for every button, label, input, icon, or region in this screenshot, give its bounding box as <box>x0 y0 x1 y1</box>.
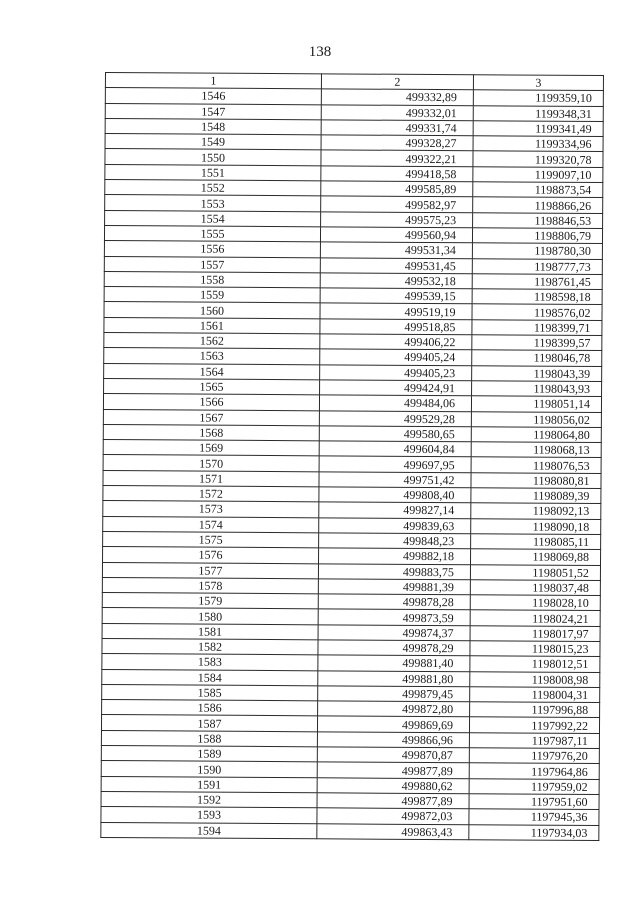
x-coordinate-cell: 499328,27 <box>321 135 473 151</box>
y-coordinate-cell: 1198017,97 <box>470 625 600 641</box>
x-coordinate-cell: 499873,59 <box>318 609 470 625</box>
x-coordinate-cell: 499539,15 <box>320 288 472 304</box>
y-coordinate-cell: 1198598,18 <box>472 289 602 305</box>
y-coordinate-cell: 1197934,03 <box>469 824 599 840</box>
x-coordinate-cell: 499604,84 <box>319 441 471 457</box>
point-number-cell: 1589 <box>101 746 317 763</box>
y-coordinate-cell: 1198777,73 <box>472 258 602 274</box>
x-coordinate-cell: 499332,89 <box>321 89 473 105</box>
point-number-cell: 1556 <box>104 241 320 258</box>
page-number: 138 <box>308 44 332 60</box>
y-coordinate-cell: 1198008,98 <box>470 671 600 687</box>
point-number-cell: 1592 <box>101 791 317 808</box>
point-number-cell: 1558 <box>104 271 320 288</box>
y-coordinate-cell: 1197992,22 <box>469 717 599 733</box>
y-coordinate-cell: 1198080,81 <box>471 472 601 488</box>
point-number-cell: 1572 <box>103 486 319 503</box>
y-coordinate-cell: 1199320,78 <box>473 151 603 167</box>
y-coordinate-cell: 1198046,78 <box>472 350 602 366</box>
y-coordinate-cell: 1198092,13 <box>471 503 601 519</box>
y-coordinate-cell: 1198399,71 <box>472 319 602 335</box>
point-number-cell: 1578 <box>102 577 318 594</box>
y-coordinate-cell: 1198780,30 <box>472 243 602 259</box>
point-number-cell: 1590 <box>101 761 317 778</box>
x-coordinate-cell: 499560,94 <box>320 227 472 243</box>
point-number-cell: 1575 <box>103 531 319 548</box>
x-coordinate-cell: 499882,18 <box>319 548 471 564</box>
column-header-1: 1 <box>105 73 321 90</box>
x-coordinate-cell: 499878,28 <box>318 594 470 610</box>
x-coordinate-cell: 499529,28 <box>319 410 471 426</box>
x-coordinate-cell: 499848,23 <box>319 533 471 549</box>
x-coordinate-cell: 499418,58 <box>321 166 473 182</box>
point-number-cell: 1562 <box>104 333 320 350</box>
point-number-cell: 1548 <box>105 118 321 135</box>
y-coordinate-cell: 1198068,13 <box>471 442 601 458</box>
x-coordinate-cell: 499405,24 <box>320 349 472 365</box>
x-coordinate-cell: 499878,29 <box>318 640 470 656</box>
point-number-cell: 1565 <box>104 378 320 395</box>
x-coordinate-cell: 499866,96 <box>317 732 469 748</box>
y-coordinate-cell: 1197964,86 <box>469 763 599 779</box>
point-number-cell: 1573 <box>103 501 319 518</box>
x-coordinate-cell: 499405,23 <box>320 364 472 380</box>
point-number-cell: 1549 <box>105 134 321 151</box>
point-number-cell: 1550 <box>105 149 321 166</box>
point-number-cell: 1577 <box>102 562 318 579</box>
x-coordinate-cell: 499827,14 <box>319 502 471 518</box>
y-coordinate-cell: 1197959,02 <box>469 778 599 794</box>
point-number-cell: 1581 <box>102 623 318 640</box>
point-number-cell: 1583 <box>102 654 318 671</box>
point-number-cell: 1594 <box>101 822 317 839</box>
x-coordinate-cell: 499881,80 <box>318 670 470 686</box>
point-number-cell: 1547 <box>105 103 321 120</box>
y-coordinate-cell: 1199341,49 <box>473 121 603 137</box>
y-coordinate-cell: 1197976,20 <box>469 748 599 764</box>
x-coordinate-cell: 499751,42 <box>319 472 471 488</box>
x-coordinate-cell: 499877,89 <box>317 762 469 778</box>
x-coordinate-cell: 499322,21 <box>321 150 473 166</box>
x-coordinate-cell: 499580,65 <box>319 426 471 442</box>
x-coordinate-cell: 499531,34 <box>320 242 472 258</box>
point-number-cell: 1555 <box>104 225 320 242</box>
y-coordinate-cell: 1198873,54 <box>473 182 603 198</box>
y-coordinate-cell: 1198024,21 <box>470 610 600 626</box>
y-coordinate-cell: 1198576,02 <box>472 304 602 320</box>
y-coordinate-cell: 1199348,31 <box>473 105 603 121</box>
y-coordinate-cell: 1198761,45 <box>472 274 602 290</box>
y-coordinate-cell: 1197996,88 <box>470 702 600 718</box>
y-coordinate-cell: 1197945,36 <box>469 809 599 825</box>
y-coordinate-cell: 1198806,79 <box>472 228 602 244</box>
y-coordinate-cell: 1198089,39 <box>471 488 601 504</box>
point-number-cell: 1570 <box>103 455 319 472</box>
x-coordinate-cell: 499531,45 <box>320 257 472 273</box>
x-coordinate-cell: 499877,89 <box>317 793 469 809</box>
x-coordinate-cell: 499880,62 <box>317 777 469 793</box>
point-number-cell: 1571 <box>103 470 319 487</box>
point-number-cell: 1560 <box>104 302 320 319</box>
x-coordinate-cell: 499406,22 <box>320 334 472 350</box>
point-number-cell: 1584 <box>102 669 318 686</box>
x-coordinate-cell: 499518,85 <box>320 319 472 335</box>
x-coordinate-cell: 499872,80 <box>318 701 470 717</box>
y-coordinate-cell: 1198015,23 <box>470 641 600 657</box>
y-coordinate-cell: 1198028,10 <box>470 595 600 611</box>
point-number-cell: 1576 <box>103 547 319 564</box>
y-coordinate-cell: 1197987,11 <box>469 733 599 749</box>
point-number-cell: 1568 <box>103 424 319 441</box>
x-coordinate-cell: 499874,37 <box>318 624 470 640</box>
y-coordinate-cell: 1198399,57 <box>472 335 602 351</box>
y-coordinate-cell: 1198043,93 <box>472 381 602 397</box>
x-coordinate-cell: 499697,95 <box>319 456 471 472</box>
y-coordinate-cell: 1198069,88 <box>470 549 600 565</box>
point-number-cell: 1559 <box>104 287 320 304</box>
x-coordinate-cell: 499424,91 <box>320 380 472 396</box>
point-number-cell: 1552 <box>105 180 321 197</box>
point-number-cell: 1587 <box>101 715 317 732</box>
column-header-3: 3 <box>473 75 603 91</box>
table-row <box>101 822 599 840</box>
y-coordinate-cell: 1198037,48 <box>470 580 600 596</box>
x-coordinate-cell: 499881,40 <box>318 655 470 671</box>
y-coordinate-cell: 1198866,26 <box>473 197 603 213</box>
x-coordinate-cell: 499869,69 <box>317 716 469 732</box>
point-number-cell: 1554 <box>105 210 321 227</box>
y-coordinate-cell: 1198051,14 <box>471 396 601 412</box>
point-number-cell: 1582 <box>102 638 318 655</box>
x-coordinate-cell: 499870,87 <box>317 747 469 763</box>
y-coordinate-cell: 1198051,52 <box>470 564 600 580</box>
y-coordinate-cell: 1198012,51 <box>470 656 600 672</box>
x-coordinate-cell: 499879,45 <box>318 686 470 702</box>
point-number-cell: 1567 <box>103 409 319 426</box>
point-number-cell: 1561 <box>104 317 320 334</box>
point-number-cell: 1591 <box>101 776 317 793</box>
y-coordinate-cell: 1198056,02 <box>471 411 601 427</box>
point-number-cell: 1553 <box>105 195 321 212</box>
point-number-cell: 1569 <box>103 440 319 457</box>
point-number-cell: 1588 <box>101 730 317 747</box>
point-number-cell: 1574 <box>103 516 319 533</box>
x-coordinate-cell: 499863,43 <box>317 823 469 839</box>
y-coordinate-cell: 1198085,11 <box>471 534 601 550</box>
x-coordinate-cell: 499585,89 <box>321 181 473 197</box>
column-header-2: 2 <box>321 74 473 90</box>
y-coordinate-cell: 1199359,10 <box>473 90 603 106</box>
x-coordinate-cell: 499582,97 <box>321 196 473 212</box>
point-number-cell: 1563 <box>104 348 320 365</box>
x-coordinate-cell: 499872,03 <box>317 808 469 824</box>
point-number-cell: 1579 <box>102 593 318 610</box>
y-coordinate-cell: 1199097,10 <box>473 167 603 183</box>
x-coordinate-cell: 499575,23 <box>321 211 473 227</box>
coordinates-table <box>100 72 604 841</box>
x-coordinate-cell: 499332,01 <box>321 104 473 120</box>
x-coordinate-cell: 499839,63 <box>319 517 471 533</box>
point-number-cell: 1551 <box>105 164 321 181</box>
y-coordinate-cell: 1197951,60 <box>469 794 599 810</box>
y-coordinate-cell: 1199334,96 <box>473 136 603 152</box>
point-number-cell: 1585 <box>102 684 318 701</box>
point-number-cell: 1546 <box>105 88 321 105</box>
x-coordinate-cell: 499808,40 <box>319 487 471 503</box>
y-coordinate-cell: 1198064,80 <box>471 427 601 443</box>
y-coordinate-cell: 1198004,31 <box>470 687 600 703</box>
y-coordinate-cell: 1198090,18 <box>471 518 601 534</box>
x-coordinate-cell: 499331,74 <box>321 120 473 136</box>
x-coordinate-cell: 499532,18 <box>320 273 472 289</box>
table-body <box>101 88 604 841</box>
point-number-cell: 1557 <box>104 256 320 273</box>
y-coordinate-cell: 1198846,53 <box>473 212 603 228</box>
x-coordinate-cell: 499883,75 <box>318 563 470 579</box>
y-coordinate-cell: 1198076,53 <box>471 457 601 473</box>
x-coordinate-cell: 499519,19 <box>320 303 472 319</box>
x-coordinate-cell: 499484,06 <box>319 395 471 411</box>
point-number-cell: 1566 <box>103 394 319 411</box>
point-number-cell: 1580 <box>102 608 318 625</box>
x-coordinate-cell: 499881,39 <box>318 579 470 595</box>
point-number-cell: 1593 <box>101 807 317 824</box>
point-number-cell: 1564 <box>104 363 320 380</box>
point-number-cell: 1586 <box>102 700 318 717</box>
y-coordinate-cell: 1198043,39 <box>472 365 602 381</box>
